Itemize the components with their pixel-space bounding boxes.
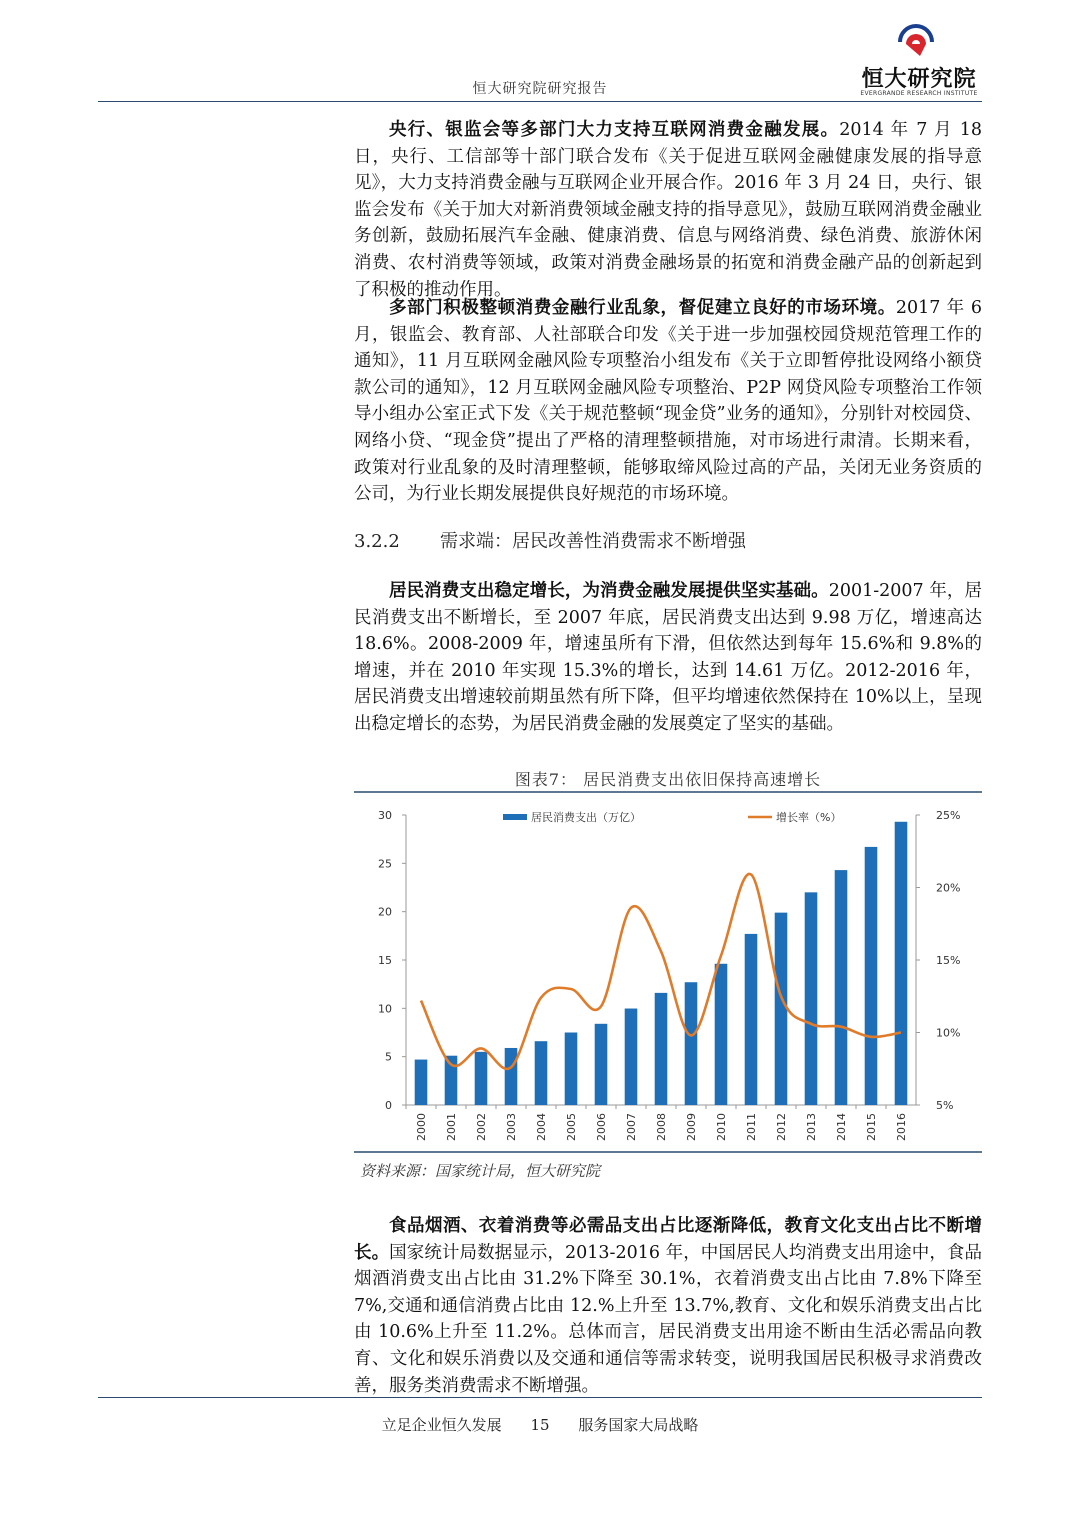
y-right-tick-label: 25% [936, 809, 961, 822]
logo-subtext: EVERGRANDE RESEARCH INSTITUTE [860, 90, 978, 97]
paragraph-body: 2014 年 7 月 18 日，央行、工信部等十部门联合发布《关于促进互联网金融健康发展的指导意见》，大力支持消费金融与互联网企业开展合作。2016 年 3 月 24 日，央行、银监会发布《关于加大对新消费领域金融支持的指导意见》，鼓励互联网消费金融业务创新，鼓励拓展汽车金融、健康消费、信息与网络消费、绿色消费、旅游休闲消费、农村消费等领域，政策对消费金融场景的拓宽和消费金融产品的创新起到了积极的推动作用。 [354, 120, 982, 300]
x-tick-label: 2011 [745, 1113, 758, 1141]
y-left-tick-label: 0 [385, 1099, 392, 1112]
header-divider [98, 101, 982, 102]
logo-emblem-icon [896, 22, 936, 62]
x-tick-label: 2003 [505, 1113, 518, 1141]
paragraph-consumption-growth [354, 578, 982, 738]
bar [775, 913, 788, 1105]
figure-source: 资料来源：国家统计局，恒大研究院 [360, 1162, 601, 1180]
bar [565, 1033, 578, 1106]
logo-text: 恒大研究院 [861, 67, 977, 92]
paragraph-body: 2017 年 6 月，银监会、教育部、人社部联合印发《关于进一步加强校园贷规范管理工作的通知》，11 月互联网金融风险专项整治小组发布《关于立即暂停批设网络小额贷款公司的通知》，12 月互联网金融风险专项整治、P2P 网贷风险专项整治工作领导小组办公室正式下发《关于规范整顿“现金贷”业务的通知》，分别针对校园贷、网络小贷、“现金贷”提出了严格的清理整顿措施，对市场进行肃清。长期来看，政策对行业乱象的及时清理整顿，能够取缔风险过高的产品，关闭无业务资质的公司，为行业长期发展提供良好规范的市场环境。 [354, 298, 983, 505]
y-left-tick-label: 10 [378, 1002, 392, 1016]
x-tick-label: 2012 [775, 1113, 788, 1141]
paragraph-lead: 食品烟酒、衣着消费等必需品支出占比逐渐降低，教育文化支出占比不断增长。 [354, 1216, 982, 1263]
x-tick-label: 2006 [595, 1113, 608, 1141]
y-left-tick-label: 15 [378, 954, 392, 967]
paragraph-lead: 央行、银监会等多部门大力支持互联网消费金融发展。 [389, 120, 840, 140]
paragraph-body: 2001-2007 年，居民消费支出不断增长，至 2007 年底，居民消费支出达到 9.98 万亿，增速高达 18.6%。2008-2009 年，增速虽所有下滑，但依然达到每年 15.6%和 9.8%的增速，并在 2010 年实现 15.3%的增长，达到 14.61 万亿。2012-2016 年，居民消费支出增速较前期虽然有所下降，但平均增速依然保持在 10%以上，呈现出稳定增长的态势，为居民消费金融的发展奠定了坚实的基础。 [354, 581, 982, 734]
x-tick-label: 2013 [805, 1113, 818, 1141]
footer-divider [98, 1397, 982, 1398]
chart-svg [354, 790, 982, 1154]
bar-series [415, 822, 908, 1105]
legend-bar-swatch [503, 814, 527, 820]
chart-legend [503, 810, 841, 824]
x-tick-label: 2002 [475, 1113, 488, 1141]
section-number: 3.2.2 [354, 531, 400, 552]
bar [715, 964, 728, 1105]
bar [805, 892, 818, 1105]
page-number: 15 [530, 1416, 550, 1434]
y-left-tick-label: 25 [378, 857, 392, 871]
paragraph-lead: 多部门积极整顿消费金融行业乱象，督促建立良好的市场环境。 [389, 298, 896, 318]
x-tick-label: 2016 [895, 1113, 908, 1141]
x-tick-label: 2015 [865, 1113, 878, 1141]
y-right-tick-label: 20% [936, 881, 961, 895]
bar [505, 1048, 518, 1105]
bar [745, 934, 758, 1105]
section-heading [354, 527, 746, 553]
figure-caption: 图表7： 居民消费支出依旧保持高速增长 [514, 770, 822, 789]
x-tick-label: 2004 [535, 1113, 548, 1141]
y-right-tick-label: 10% [936, 1026, 961, 1040]
section-title: 需求端：居民改善性消费需求不断增强 [440, 531, 746, 552]
paragraph-body: 国家统计局数据显示，2013-2016 年，中国居民人均消费支出用途中，食品烟酒消费支出占比由 31.2%下降至 30.1%，衣着消费支出占比由 7.8%下降至 7%,交通和通信消费占比由 12.%上升至 13.7%,教育、文化和娱乐消费支出占比由 10.6%上升至 11.2%。总体而言，居民消费支出用途不断由生活必需品向教育、文化和娱乐消费以及交通和通信等需求转变，说明我国居民积极寻求消费改善，服务类消费需求不断增强。 [354, 1242, 983, 1396]
bar [535, 1041, 548, 1105]
paragraph-industry-rectification [354, 295, 982, 508]
legend-line-label: 增长率（%） [776, 811, 842, 824]
x-tick-label: 2009 [685, 1113, 698, 1141]
y-left-tick-label: 30 [378, 809, 392, 822]
chart [354, 790, 982, 1154]
y-right-tick-label: 15% [936, 954, 961, 967]
y-left-tick-label: 5 [385, 1050, 392, 1064]
bar [865, 847, 878, 1105]
x-tick-label: 2010 [715, 1113, 728, 1141]
bar [595, 1024, 608, 1105]
bar [685, 982, 698, 1105]
report-header-title: 恒大研究院研究报告 [472, 81, 608, 97]
bar [835, 870, 848, 1105]
footer-right-slogan: 服务国家大局战略 [578, 1416, 699, 1434]
paragraph-consumption-structure [354, 1213, 982, 1399]
x-tick-label: 2000 [415, 1113, 428, 1141]
bar [475, 1052, 488, 1105]
bar [895, 822, 908, 1105]
x-tick-label: 2014 [835, 1113, 848, 1141]
page-footer [0, 1414, 1080, 1435]
bar [625, 1009, 638, 1105]
x-tick-label: 2005 [565, 1113, 578, 1141]
legend-bar-label: 居民消费支出（万亿） [531, 811, 641, 824]
x-tick-label: 2008 [655, 1113, 668, 1141]
y-left-tick-label: 20 [378, 905, 392, 919]
paragraph-lead: 居民消费支出稳定增长，为消费金融发展提供坚实基础。 [389, 581, 829, 601]
x-tick-label: 2001 [445, 1113, 458, 1141]
footer-left-slogan: 立足企业恒久发展 [381, 1416, 502, 1434]
y-right-tick-label: 5% [936, 1099, 954, 1112]
bar [415, 1060, 428, 1105]
bar [655, 993, 668, 1105]
paragraph-internet-consumer-finance-support [354, 117, 982, 303]
x-tick-label: 2007 [625, 1113, 638, 1141]
